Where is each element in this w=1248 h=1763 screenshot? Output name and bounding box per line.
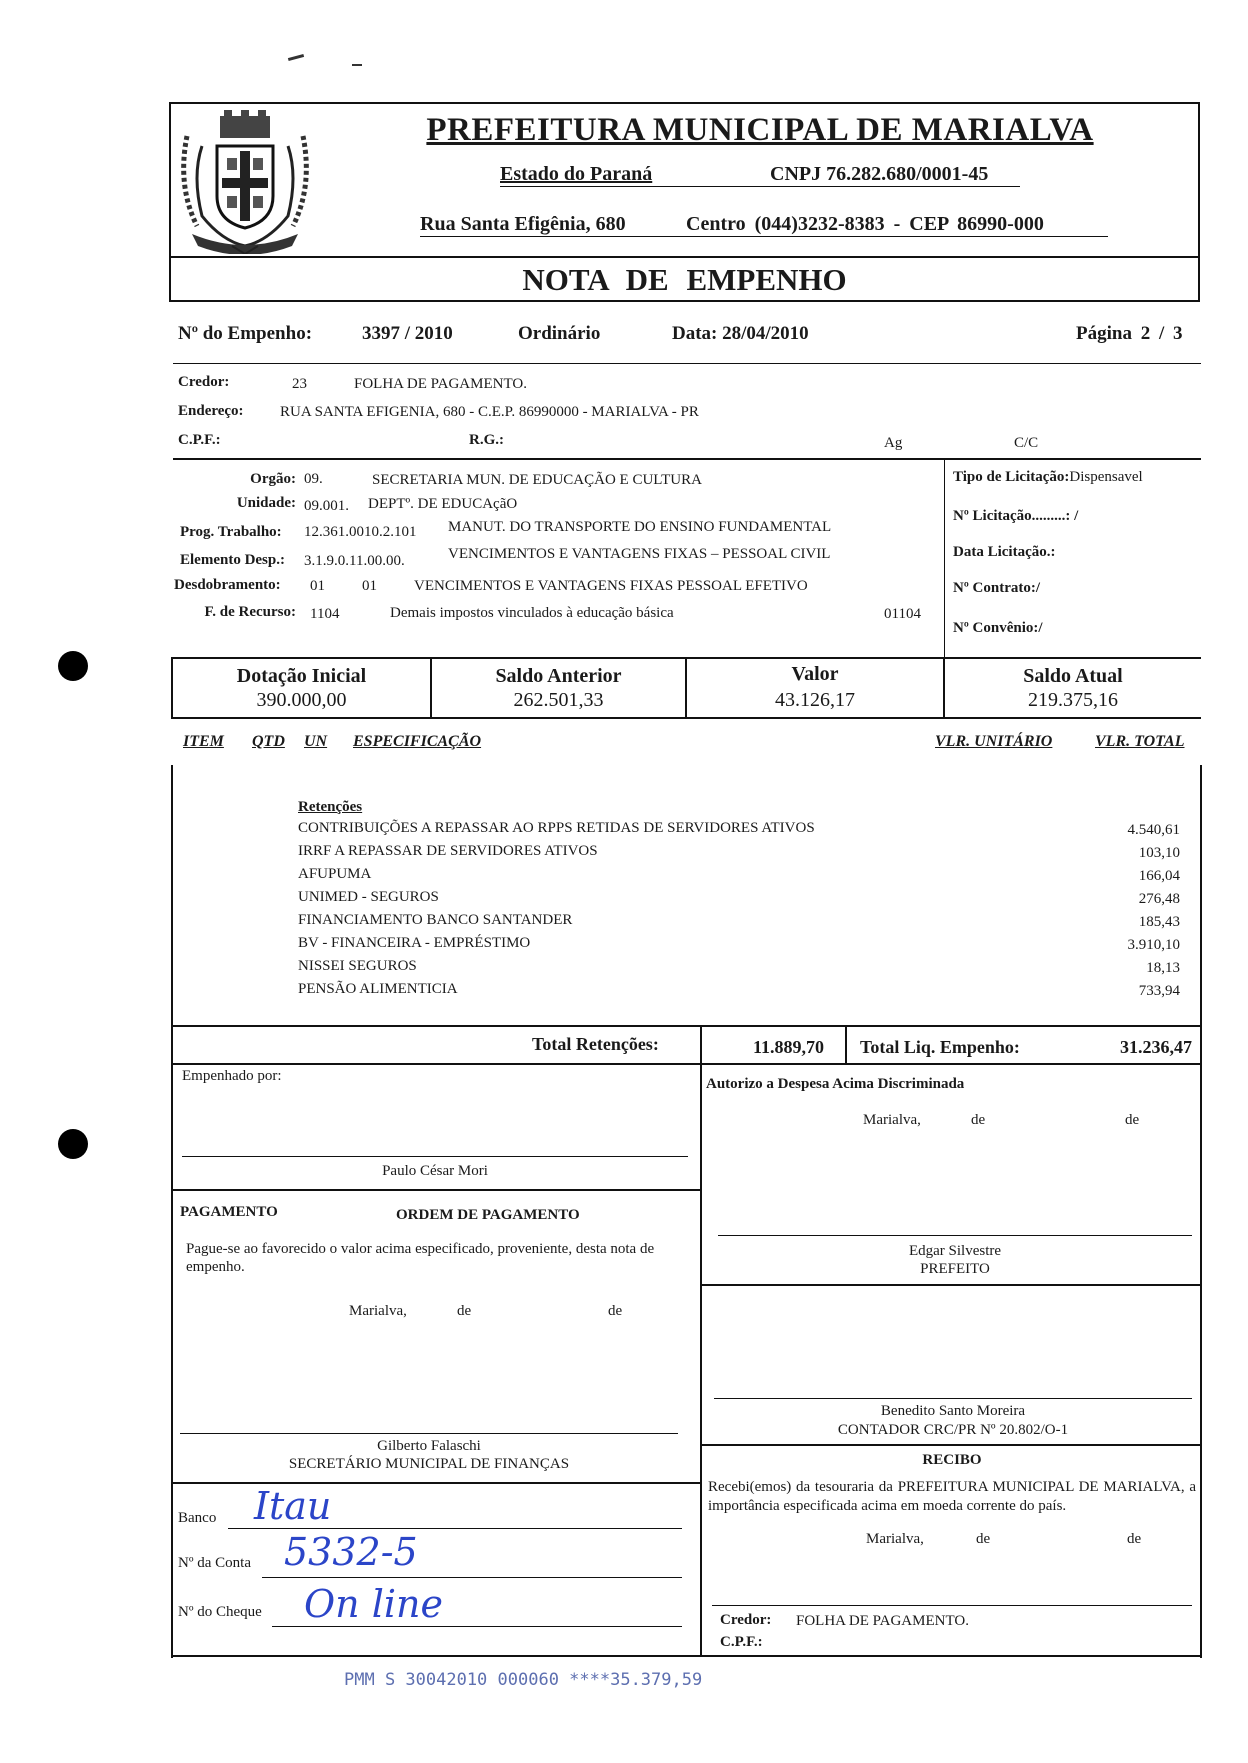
signature-line: [714, 1398, 1192, 1399]
cc-label: C/C: [1014, 435, 1039, 451]
address-field-label: Endereço:: [178, 403, 244, 419]
elemento-code: 3.1.9.0.11.00.00.: [304, 553, 405, 569]
total-liq-label: Total Liq. Empenho:: [860, 1037, 1020, 1057]
retencao-desc: FINANCIAMENTO BANCO SANTANDER: [298, 912, 573, 928]
tipo-licitacao-value: Dispensavel: [1069, 469, 1143, 485]
tipo-licitacao: [953, 469, 1143, 486]
retencao-value: 733,94: [1138, 983, 1180, 999]
recibo-title: RECIBO: [922, 1452, 982, 1468]
contrato-label: Nº Contrato:/: [953, 580, 1041, 596]
credor-code: 23: [292, 376, 307, 392]
banco-handwritten: Itau: [254, 1484, 332, 1528]
page-title: PREFEITURA MUNICIPAL DE MARIALVA: [426, 112, 1094, 148]
col-item: ITEM: [183, 733, 224, 750]
retencao-value: 3.910,10: [1127, 937, 1180, 953]
divider: [171, 1482, 702, 1484]
empenhado-name: Paulo César Mori: [382, 1163, 488, 1179]
retencao-desc: AFUPUMA: [298, 866, 372, 882]
prefeito-name: Edgar Silvestre: [908, 1243, 1002, 1259]
prog-trabalho-desc: MANUT. DO TRANSPORTE DO ENSINO FUNDAMENTAL: [448, 519, 832, 535]
prefeito-role: PREFEITO: [920, 1261, 990, 1277]
vertical-divider: [1200, 765, 1202, 1658]
contador-name: Benedito Santo Moreira: [880, 1403, 1026, 1419]
desdobramento-code-2: 01: [362, 578, 377, 594]
retencao-desc: UNIMED - SEGUROS: [298, 889, 439, 905]
ordem-pagamento-label: ORDEM DE PAGAMENTO: [396, 1207, 580, 1223]
col-un: UN: [304, 733, 328, 750]
total-retencoes-label: Total Retenções:: [532, 1034, 659, 1054]
state-label: Estado do Paraná: [500, 163, 653, 185]
retencao-desc: CONTRIBUIÇÕES A REPASSAR AO RPPS RETIDAS DE SERVIDORES ATIVOS: [298, 820, 815, 836]
orgao-label: Orgão:: [250, 471, 296, 487]
retencoes-title: Retenções: [298, 799, 363, 815]
pagamento-place: Marialva,: [349, 1303, 407, 1319]
signature-line: [180, 1433, 678, 1434]
pagamento-de-1: de: [457, 1303, 472, 1319]
signature-line: [182, 1156, 688, 1157]
divider: [171, 1655, 1202, 1657]
conta-line: [262, 1577, 682, 1578]
retencao-value: 18,13: [1146, 960, 1180, 976]
banco-line: [228, 1528, 682, 1529]
desdobramento-desc: VENCIMENTOS E VANTAGENS FIXAS PESSOAL EFETIVO: [414, 578, 808, 594]
prog-trabalho-label: Prog. Trabalho:: [180, 524, 282, 540]
col-especificacao: ESPECIFICAÇÃO: [353, 733, 482, 750]
empenhado-label: Empenhado por:: [182, 1068, 282, 1084]
unidade-desc: DEPTº. DE EDUCAçãO: [368, 496, 518, 512]
dotacao-label: Dotação Inicial: [236, 665, 367, 687]
vertical-divider: [700, 1025, 702, 1655]
rg-label: R.G.:: [469, 432, 504, 448]
divider: [702, 1444, 1202, 1446]
autorizo-label: Autorizo a Despesa Acima Discriminada: [706, 1076, 965, 1092]
valor-label: Valor: [791, 663, 839, 685]
retencao-value: 103,10: [1138, 845, 1180, 861]
recibo-de-2: de: [1127, 1531, 1142, 1547]
recibo-credor-label: Credor:: [720, 1612, 772, 1628]
recurso-label: F. de Recurso:: [204, 604, 296, 620]
prog-trabalho-code: 12.361.0010.2.101: [304, 524, 417, 540]
empenho-number-label: Nº do Empenho:: [178, 323, 313, 344]
pagamento-label: PAGAMENTO: [180, 1204, 278, 1220]
conta-handwritten: 5332-5: [284, 1530, 418, 1574]
document-title: NOTA DE EMPENHO: [522, 262, 847, 297]
retencao-desc: PENSÃO ALIMENTICIA: [298, 981, 458, 997]
recibo-credor-value: FOLHA DE PAGAMENTO.: [796, 1613, 969, 1629]
secretario-name: Gilberto Falaschi: [377, 1438, 481, 1454]
divider: [171, 1025, 1202, 1027]
divider: [702, 1284, 1202, 1286]
signature-line: [718, 1235, 1192, 1236]
recurso-code: 1104: [310, 606, 340, 622]
vertical-divider: [171, 765, 173, 1658]
divider: [173, 363, 1201, 364]
cheque-handwritten: On line: [304, 1582, 443, 1626]
retencao-desc: NISSEI SEGUROS: [298, 958, 417, 974]
punch-hole: [58, 1129, 88, 1159]
retencao-value: 166,04: [1138, 868, 1180, 884]
banco-label: Banco: [178, 1510, 217, 1526]
coat-of-arms-logo: [172, 106, 318, 254]
vertical-divider: [845, 1027, 847, 1063]
empenho-number-value: 3397 / 2010: [362, 323, 453, 344]
desdobramento-code-1: 01: [310, 578, 325, 594]
orgao-desc: SECRETARIA MUN. DE EDUCAÇÃO E CULTURA: [372, 472, 702, 488]
orgao-code: 09.: [304, 471, 323, 487]
retencao-value: 276,48: [1138, 891, 1180, 907]
scan-mark: [352, 64, 362, 66]
autorizo-place: Marialva,: [863, 1112, 921, 1128]
total-retencoes-value: 11.889,70: [753, 1037, 825, 1057]
secretario-role: SECRETÁRIO MUNICIPAL DE FINANÇAS: [288, 1456, 570, 1472]
retencao-value: 185,43: [1138, 914, 1180, 930]
col-vlr-unitario: VLR. UNITÁRIO: [935, 733, 1053, 750]
dotacao-value: 390.000,00: [256, 689, 347, 711]
desdobramento-label: Desdobramento:: [174, 577, 281, 593]
credor-address: RUA SANTA EFIGENIA, 680 - C.E.P. 86990000 - MARIALVA - PR: [280, 404, 699, 420]
ag-label: Ag: [884, 435, 903, 451]
cnpj-label: CNPJ 76.282.680/0001-45: [770, 163, 989, 185]
scan-mark: [288, 54, 304, 61]
divider: [171, 1189, 702, 1191]
saldo-anterior-value: 262.501,33: [513, 689, 604, 711]
empenho-date: Data: 28/04/2010: [672, 323, 809, 344]
credor-name: FOLHA DE PAGAMENTO.: [354, 376, 527, 392]
divider: [171, 1063, 1202, 1065]
recibo-cpf-label: C.P.F.:: [720, 1634, 763, 1650]
valor-value: 43.126,17: [775, 689, 855, 711]
payment-stamp: PMM S 30042010 000060 ****35.379,59: [344, 1670, 703, 1690]
recurso-code-2: 01104: [884, 606, 921, 622]
elemento-desc: VENCIMENTOS E VANTAGENS FIXAS – PESSOAL CIVIL: [448, 546, 831, 562]
page-number: Página 2 / 3: [1076, 323, 1183, 344]
col-vlr-total: VLR. TOTAL: [1095, 733, 1185, 750]
pagamento-text: Pague-se ao favorecido o valor acima especificado, proveniente, desta nota de empenho.: [186, 1241, 655, 1275]
divider: [173, 458, 1201, 460]
saldo-anterior-label: Saldo Anterior: [495, 665, 622, 687]
recibo-text: Recebi(emos) da tesouraria da PREFEITURA MUNICIPAL DE MARIALVA, a importância especificada acima em moeda corrente do país.: [708, 1479, 1196, 1514]
vertical-divider: [944, 458, 945, 658]
num-licitacao-label: Nº Licitação.........: /: [953, 508, 1079, 524]
empenho-type: Ordinário: [518, 323, 601, 344]
phone-cep-label: Centro (044)3232-8383 - CEP 86990-000: [686, 213, 1044, 235]
autorizo-de-2: de: [1125, 1112, 1140, 1128]
saldo-atual-value: 219.375,16: [1028, 689, 1118, 711]
state-underline: [500, 186, 1020, 187]
credor-label: Credor:: [178, 374, 230, 390]
tipo-licitacao-label: Tipo de Licitação:: [953, 469, 1070, 485]
recibo-place: Marialva,: [866, 1531, 924, 1547]
cheque-label: Nº do Cheque: [178, 1604, 262, 1620]
recibo-de-1: de: [976, 1531, 991, 1547]
signature-line: [712, 1605, 1192, 1606]
cpf-label: C.P.F.:: [178, 432, 221, 448]
saldo-atual-label: Saldo Atual: [1023, 665, 1123, 687]
unidade-code: 09.001.: [304, 498, 349, 514]
retencao-desc: BV - FINANCEIRA - EMPRÉSTIMO: [298, 935, 531, 951]
punch-hole: [58, 651, 88, 681]
contador-role: CONTADOR CRC/PR Nº 20.802/O-1: [837, 1422, 1069, 1438]
pagamento-de-2: de: [608, 1303, 623, 1319]
autorizo-de-1: de: [971, 1112, 986, 1128]
convenio-label: Nº Convênio:/: [953, 620, 1043, 636]
total-liq-value: 31.236,47: [1120, 1037, 1192, 1057]
unidade-label: Unidade:: [236, 495, 296, 511]
retencao-desc: IRRF A REPASSAR DE SERVIDORES ATIVOS: [298, 843, 598, 859]
cheque-line: [272, 1626, 682, 1627]
header-divider: [169, 256, 1200, 258]
address-label: Rua Santa Efigênia, 680: [420, 213, 626, 235]
retencao-value: 4.540,61: [1127, 822, 1180, 838]
conta-label: Nº da Conta: [178, 1555, 251, 1571]
recurso-desc: Demais impostos vinculados à educação básica: [390, 605, 674, 621]
address-underline: [420, 236, 1108, 237]
data-licitacao-label: Data Licitação.:: [953, 544, 1056, 560]
col-qtd: QTD: [252, 733, 285, 750]
elemento-label: Elemento Desp.:: [180, 552, 285, 568]
